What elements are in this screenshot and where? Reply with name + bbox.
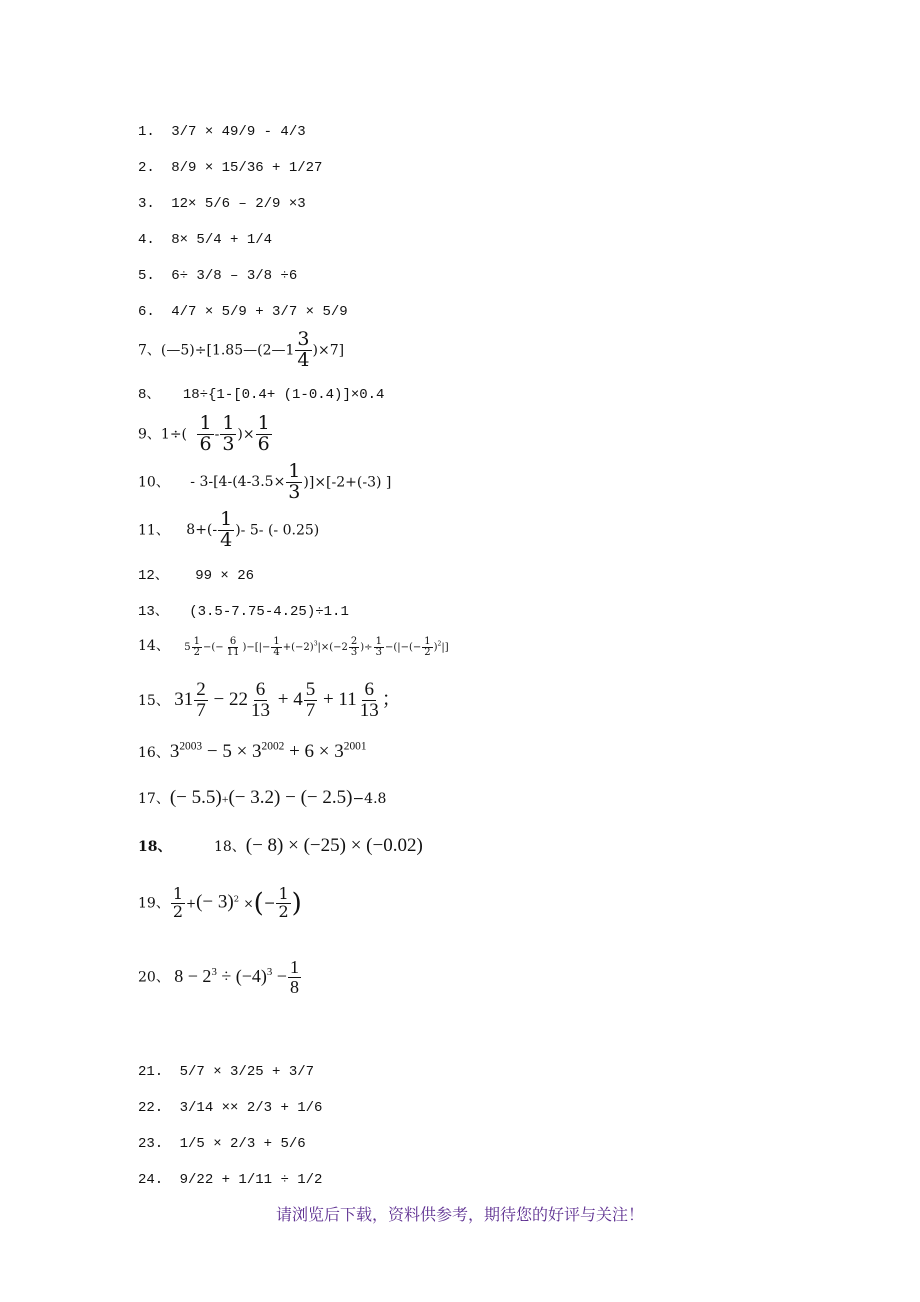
expr-part: ÷ (−4) bbox=[221, 965, 267, 986]
expr-part: (− 8) × (−25) × (−0.02) bbox=[245, 835, 423, 856]
problem-number: 2. bbox=[138, 160, 155, 176]
fraction bbox=[349, 637, 359, 658]
left-paren: ( bbox=[253, 888, 264, 919]
numerator: 1 bbox=[273, 636, 280, 647]
problem-17 bbox=[138, 788, 386, 809]
expr-part: |×(−2 bbox=[317, 642, 348, 653]
expr-part: −(|−(− bbox=[384, 642, 422, 653]
numerator: 1 bbox=[424, 636, 431, 647]
expr-part: 3 bbox=[169, 741, 180, 762]
numerator: 1 bbox=[193, 636, 201, 647]
denominator: 13 bbox=[251, 699, 270, 721]
problem-number: 20、 bbox=[138, 969, 170, 986]
problem-23 bbox=[138, 1134, 306, 1154]
expr-part: 8+(- bbox=[186, 522, 218, 539]
denominator: 4 bbox=[220, 528, 233, 551]
expr-part: + 4 bbox=[277, 688, 303, 710]
expr-part: ) bbox=[433, 642, 438, 653]
numerator: 1 bbox=[199, 412, 212, 434]
expr-part: )- 5- (- 0.25) bbox=[235, 522, 320, 539]
problem-number: 8、 bbox=[138, 387, 161, 403]
exponent: 2 bbox=[233, 893, 240, 904]
expr-part: )−[|− bbox=[242, 642, 271, 653]
problem-number: 23. bbox=[138, 1136, 164, 1152]
expr-part: )×7] bbox=[312, 342, 345, 359]
problem-18 bbox=[138, 836, 423, 857]
expr-part: 5 bbox=[184, 642, 191, 653]
denominator: 8 bbox=[289, 976, 299, 997]
expr-part: 18、 bbox=[213, 839, 246, 855]
problem-number: 3. bbox=[138, 196, 155, 212]
problem-15 bbox=[138, 680, 401, 721]
problem-9 bbox=[138, 414, 273, 455]
problem-text: 4/7 × 5/9 + 3/7 × 5/9 bbox=[171, 304, 348, 320]
expr-part: − bbox=[276, 965, 287, 986]
problem-text: (3.5-7.75-4.25)÷1.1 bbox=[189, 604, 349, 620]
problem-text: 1/5 × 2/3 + 5/6 bbox=[179, 1136, 306, 1152]
expr-part: − 22 bbox=[213, 688, 248, 710]
fraction bbox=[358, 680, 381, 721]
expr-part: (—5)÷[1.85—(2—1 bbox=[160, 342, 295, 359]
numerator: 1 bbox=[172, 884, 184, 903]
right-paren: ) bbox=[291, 888, 302, 919]
problem-number: 21. bbox=[138, 1064, 164, 1080]
problem-22 bbox=[138, 1098, 322, 1118]
problem-number: 5. bbox=[138, 268, 155, 284]
denominator: 2 bbox=[193, 647, 201, 658]
problem-24 bbox=[138, 1170, 322, 1190]
problem-7 bbox=[138, 330, 344, 371]
problem-number: 1. bbox=[138, 124, 155, 140]
expr-part: (− 3.2) bbox=[228, 787, 281, 808]
problem-3 bbox=[138, 194, 306, 214]
denominator: 13 bbox=[359, 699, 379, 721]
fraction bbox=[225, 637, 242, 658]
problem-text: 8× 5/4 + 1/4 bbox=[171, 232, 273, 248]
expr-part: −4.8 bbox=[352, 791, 387, 807]
problem-16 bbox=[138, 742, 367, 763]
problem-text: 3/14 ×× 2/3 + 1/6 bbox=[179, 1100, 323, 1116]
expr-part: −(− bbox=[203, 642, 224, 653]
problem-text: 8/9 × 15/36 + 1/27 bbox=[171, 160, 323, 176]
fraction bbox=[249, 680, 272, 721]
expr-part: )× bbox=[237, 426, 255, 443]
numerator: 1 bbox=[289, 957, 299, 977]
problem-number: 19、 bbox=[138, 895, 170, 912]
problem-number: 12、 bbox=[138, 568, 169, 584]
problem-4 bbox=[138, 230, 272, 250]
fraction bbox=[171, 886, 185, 921]
fraction bbox=[276, 886, 290, 921]
problem-text: 99 × 26 bbox=[195, 568, 255, 584]
denominator: 6 bbox=[257, 432, 270, 455]
numerator: 1 bbox=[220, 508, 233, 530]
expr-part: − 5 × 3 bbox=[206, 741, 262, 762]
numerator: 3 bbox=[297, 328, 310, 350]
expr-part: + 6 × 3 bbox=[289, 741, 344, 762]
problem-number: 17、 bbox=[138, 791, 170, 807]
numerator: 5 bbox=[305, 679, 316, 700]
fraction bbox=[374, 637, 384, 658]
fraction bbox=[194, 680, 208, 721]
denominator: 4 bbox=[297, 348, 310, 371]
problem-12 bbox=[138, 566, 254, 586]
exponent: 3 bbox=[211, 965, 217, 978]
expr-part: 31 bbox=[174, 688, 194, 710]
problem-11 bbox=[138, 510, 319, 551]
expr-part: )÷ bbox=[360, 642, 373, 653]
fraction bbox=[422, 637, 432, 658]
expr-part: - bbox=[214, 426, 220, 443]
fraction bbox=[295, 330, 311, 371]
expr-part: (− 5.5) bbox=[169, 787, 222, 808]
fraction bbox=[220, 414, 236, 455]
expr-part: + bbox=[186, 896, 197, 911]
numerator: 2 bbox=[196, 679, 206, 700]
fraction bbox=[286, 462, 302, 503]
exponent: 2 bbox=[437, 640, 442, 648]
problem-number: 11、 bbox=[138, 522, 170, 539]
problem-text: 18÷{1-[0.4+ (1-0.4)]×0.4 bbox=[182, 387, 385, 403]
exponent: 2003 bbox=[179, 740, 203, 753]
denominator: 6 bbox=[199, 432, 212, 455]
denominator: 3 bbox=[350, 647, 358, 658]
denominator: 7 bbox=[305, 699, 316, 721]
problem-number: 4. bbox=[138, 232, 155, 248]
expr-part: |] bbox=[441, 642, 449, 653]
expr-part: )]×[-2+(-3) ] bbox=[303, 474, 392, 491]
problem-number: 9、 bbox=[138, 426, 161, 443]
expr-part: (− 3) bbox=[196, 891, 234, 913]
numerator: 1 bbox=[222, 412, 235, 434]
numerator: 1 bbox=[288, 460, 301, 482]
denominator: 3 bbox=[375, 647, 382, 658]
numerator: 1 bbox=[375, 636, 382, 647]
problem-14 bbox=[138, 636, 449, 658]
numerator: 2 bbox=[350, 636, 358, 647]
expr-part: +(−2) bbox=[282, 642, 314, 653]
problem-number: 15、 bbox=[138, 692, 170, 709]
problem-text: 9/22 + 1/11 ÷ 1/2 bbox=[179, 1172, 323, 1188]
denominator: 7 bbox=[196, 699, 206, 721]
problem-5 bbox=[138, 266, 297, 286]
fraction bbox=[192, 637, 202, 658]
denominator: 2 bbox=[278, 901, 289, 921]
problem-8 bbox=[138, 385, 384, 405]
problem-21 bbox=[138, 1062, 314, 1082]
problem-number: 7、 bbox=[138, 342, 161, 359]
footer-note: 请浏览后下载，资料供参考，期待您的好评与关注！ bbox=[275, 1205, 644, 1224]
problem-number: 24. bbox=[138, 1172, 164, 1188]
problem-20 bbox=[138, 958, 302, 997]
problem-number: 13、 bbox=[138, 604, 169, 620]
numerator: 6 bbox=[255, 679, 266, 700]
problem-number: 16、 bbox=[138, 745, 170, 761]
exponent: 2001 bbox=[343, 740, 367, 753]
problem-10 bbox=[138, 462, 391, 503]
problem-1 bbox=[138, 122, 306, 142]
fraction bbox=[288, 958, 301, 997]
problem-19: 19、 $\frac{1}{2}$ +(− 3)$^2$ ×(− $\frac{1}{2}$ ) bbox=[138, 884, 302, 921]
fraction bbox=[304, 680, 318, 721]
expr-part: + 11 bbox=[322, 688, 357, 710]
expr-part: − bbox=[285, 787, 296, 808]
problem-number: 6. bbox=[138, 304, 155, 320]
expr-part: 1÷( bbox=[160, 426, 188, 443]
fraction bbox=[256, 414, 272, 455]
fraction bbox=[197, 414, 213, 455]
numerator: 1 bbox=[278, 884, 289, 903]
expr-part: (− 2.5) bbox=[300, 787, 353, 808]
expr-part: 8 − 2 bbox=[174, 965, 212, 986]
numerator: 1 bbox=[257, 412, 270, 434]
denominator: 2 bbox=[172, 901, 184, 921]
fraction bbox=[271, 637, 281, 658]
problem-number: 18、 bbox=[138, 839, 172, 855]
denominator: 11 bbox=[226, 647, 240, 658]
exponent: 3 bbox=[313, 640, 318, 648]
expr-part: + bbox=[221, 792, 229, 806]
denominator: 3 bbox=[288, 480, 301, 503]
problem-number: 14、 bbox=[138, 638, 170, 654]
numerator: 6 bbox=[229, 636, 237, 647]
denominator: 4 bbox=[273, 647, 280, 658]
problem-2 bbox=[138, 158, 322, 178]
problem-number: 22. bbox=[138, 1100, 164, 1116]
expr-part: - 3-[4-(4-3.5× bbox=[190, 474, 286, 491]
expr-part: ； bbox=[381, 688, 401, 710]
numerator: 6 bbox=[364, 679, 374, 700]
problem-text: 12× 5/6 – 2/9 ×3 bbox=[171, 196, 306, 212]
exponent: 2002 bbox=[261, 740, 285, 753]
expr-part: × bbox=[243, 896, 254, 911]
problem-text: 3/7 × 49/9 - 4/3 bbox=[171, 124, 306, 140]
denominator: 2 bbox=[424, 647, 431, 658]
problem-number: 10、 bbox=[138, 474, 170, 491]
problem-13 bbox=[138, 602, 349, 622]
exponent: 3 bbox=[266, 965, 273, 978]
denominator: 3 bbox=[222, 432, 235, 455]
problem-text: 5/7 × 3/25 + 3/7 bbox=[179, 1064, 315, 1080]
fraction bbox=[218, 510, 234, 551]
problem-6 bbox=[138, 302, 348, 322]
problem-text: 6÷ 3/8 – 3/8 ÷6 bbox=[171, 268, 298, 284]
